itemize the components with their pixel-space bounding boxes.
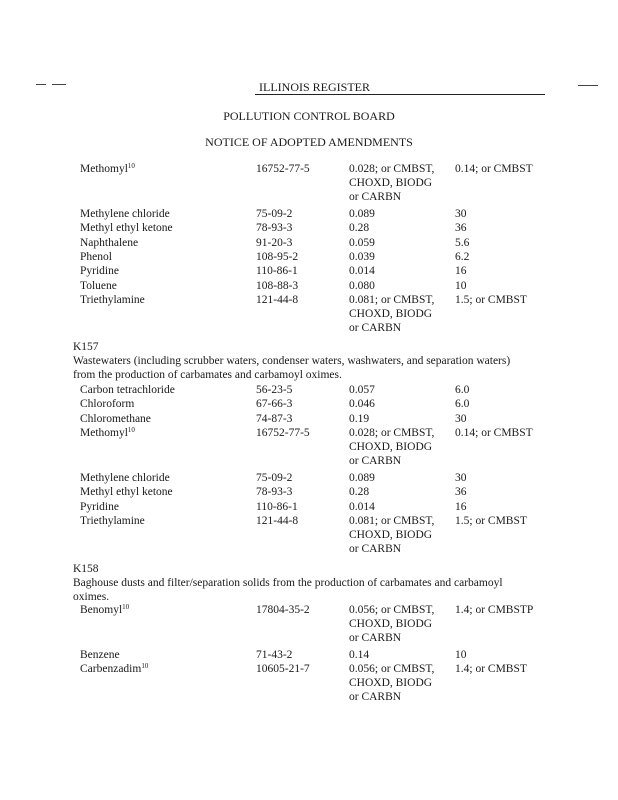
scan-mark-left-2	[52, 84, 66, 85]
scan-mark-right	[578, 85, 598, 86]
constituent-name-text: Methylene chloride	[80, 208, 170, 220]
wastewater-standard: 0.057	[349, 384, 375, 396]
constituent-name-text: Benomyl	[80, 604, 123, 616]
k158-description-line1: Baghouse dusts and filter/separation solids from the production of carbamates and carbamoyl	[73, 577, 503, 589]
wastewater-standard: or CARBN	[349, 321, 402, 334]
nonwastewater-standard: 36	[455, 486, 467, 499]
constituent-name-text: Triethylamine	[80, 514, 145, 527]
wastewater-standard: or CARBN	[349, 454, 402, 467]
wastewater-standard: 0.056; or CMBST,	[349, 663, 435, 676]
constituent-name	[80, 501, 119, 514]
footnote-ref: 10	[122, 603, 130, 611]
wastewater-standard: CHOXD, BIODG	[349, 528, 433, 541]
cas-number: 16752-77-5	[256, 163, 310, 175]
nonwastewater-standard: 6.0	[455, 384, 470, 396]
cas-number: 108-95-2	[256, 250, 299, 263]
nonwastewater-standard: 10	[455, 279, 467, 292]
constituent-name	[80, 413, 151, 426]
constituent-name	[80, 208, 170, 221]
wastewater-standard: 0.046	[349, 398, 375, 411]
cas-number: 121-44-8	[256, 293, 299, 306]
wastewater-standard: or CARBN	[349, 632, 402, 644]
nonwastewater-standard: 30	[455, 412, 467, 425]
wastewater-standard: or CARBN	[349, 191, 402, 203]
wastewater-standard: 0.014	[349, 500, 375, 513]
wastewater-standard: 0.014	[349, 265, 375, 278]
nonwastewater-standard: 1.4; or CMBST	[455, 663, 527, 676]
wastewater-standard: CHOXD, BIODG	[349, 677, 433, 690]
k157-code: K157	[73, 341, 99, 353]
register-title: ILLINOIS REGISTER	[259, 80, 370, 94]
wastewater-standard: 0.028; or CMBST,	[349, 163, 435, 175]
constituent-name	[80, 265, 119, 278]
constituent-name	[80, 237, 138, 250]
notice-title: NOTICE OF ADOPTED AMENDMENTS	[205, 135, 413, 149]
constituent-name	[80, 222, 173, 235]
constituent-name-text: Phenol	[80, 250, 112, 263]
wastewater-standard: 0.039	[349, 250, 375, 263]
constituent-name	[80, 384, 175, 397]
constituent-name	[80, 294, 145, 307]
wastewater-standard: 0.028; or CMBST,	[349, 426, 435, 439]
wastewater-standard: 0.089	[349, 208, 375, 220]
constituent-name-text: Carbon tetrachloride	[80, 384, 175, 396]
constituent-name-text: Methomyl	[80, 426, 128, 439]
cas-number: 56-23-5	[256, 384, 293, 396]
wastewater-standard: 0.059	[349, 236, 375, 249]
board-title: POLLUTION CONTROL BOARD	[223, 109, 395, 123]
footnote-ref: 10	[127, 425, 135, 434]
constituent-name	[80, 604, 129, 617]
cas-number: 121-44-8	[256, 514, 299, 527]
wastewater-standard: 0.081; or CMBST,	[349, 514, 435, 527]
constituent-name	[80, 663, 148, 676]
nonwastewater-standard: 1.5; or CMBST	[455, 293, 527, 306]
footnote-ref: 10	[141, 662, 149, 671]
wastewater-standard: 0.19	[349, 412, 370, 425]
wastewater-standard: CHOXD, BIODG	[349, 440, 433, 453]
nonwastewater-standard: 30	[455, 471, 467, 484]
nonwastewater-standard: 36	[455, 222, 467, 235]
header-rule	[255, 94, 545, 95]
constituent-name-text: Naphthalene	[80, 236, 139, 249]
wastewater-standard: 0.28	[349, 222, 370, 235]
constituent-name	[80, 280, 117, 293]
k158-code: K158	[73, 563, 99, 575]
wastewater-standard: CHOXD, BIODG	[349, 177, 433, 189]
cas-number: 110-86-1	[256, 500, 298, 513]
nonwastewater-standard: 1.5; or CMBST	[455, 514, 527, 527]
wastewater-standard: or CARBN	[349, 542, 402, 555]
constituent-name	[80, 515, 145, 528]
cas-number: 16752-77-5	[256, 426, 310, 439]
constituent-name-text: Chloroform	[80, 398, 135, 411]
nonwastewater-standard: 0.14; or CMBST	[455, 426, 533, 439]
k157-description-line2: from the production of carbamates and carbamoyl oximes.	[73, 369, 342, 381]
constituent-name-text: Benzene	[80, 649, 120, 661]
constituent-name-text: Methyl ethyl ketone	[80, 222, 173, 235]
wastewater-standard: CHOXD, BIODG	[349, 307, 433, 320]
cas-number: 91-20-3	[256, 236, 293, 249]
constituent-name-text: Methyl ethyl ketone	[80, 486, 173, 499]
cas-number: 10605-21-7	[256, 663, 310, 676]
constituent-name-text: Toluene	[80, 279, 117, 292]
wastewater-standard: 0.089	[349, 471, 375, 484]
constituent-name-text: Pyridine	[80, 500, 119, 513]
wastewater-standard: 0.28	[349, 486, 370, 499]
cas-number: 17804-35-2	[256, 604, 310, 616]
nonwastewater-standard: 0.14; or CMBST	[455, 163, 533, 175]
constituent-name	[80, 251, 112, 264]
nonwastewater-standard: 1.4; or CMBSTP	[455, 604, 534, 616]
nonwastewater-standard: 10	[455, 649, 467, 661]
wastewater-standard: 0.14	[349, 649, 370, 661]
wastewater-standard: or CARBN	[349, 691, 402, 704]
nonwastewater-standard: 16	[455, 500, 467, 513]
cas-number: 110-86-1	[256, 265, 298, 278]
cas-number: 75-09-2	[256, 208, 293, 220]
constituent-name-text: Carbenzadim	[80, 663, 142, 676]
cas-number: 67-66-3	[256, 398, 293, 411]
footnote-ref: 10	[127, 162, 135, 170]
constituent-name-text: Chloromethane	[80, 412, 151, 425]
constituent-name	[80, 649, 120, 662]
cas-number: 75-09-2	[256, 471, 293, 484]
nonwastewater-standard: 30	[455, 208, 467, 220]
cas-number: 74-87-3	[256, 412, 293, 425]
nonwastewater-standard: 16	[455, 265, 467, 278]
constituent-name-text: Methomyl	[80, 163, 128, 175]
constituent-name-text: Triethylamine	[80, 293, 145, 306]
cas-number: 78-93-3	[256, 486, 293, 499]
cas-number: 108-88-3	[256, 279, 299, 292]
constituent-name	[80, 398, 134, 411]
k158-description-line2: oximes.	[73, 591, 110, 603]
constituent-name	[80, 163, 135, 176]
wastewater-standard: 0.080	[349, 279, 375, 292]
constituent-name	[80, 486, 173, 499]
cas-number: 71-43-2	[256, 649, 293, 661]
constituent-name	[80, 427, 135, 440]
wastewater-standard: 0.056; or CMBST,	[349, 604, 435, 616]
constituent-name	[80, 472, 170, 485]
cas-number: 78-93-3	[256, 222, 293, 235]
constituent-name-text: Methylene chloride	[80, 471, 170, 484]
constituent-name-text: Pyridine	[80, 265, 119, 278]
k157-description-line1: Wastewaters (including scrubber waters, condenser waters, washwaters, and separation waters)	[73, 355, 511, 367]
nonwastewater-standard: 6.2	[455, 250, 470, 263]
nonwastewater-standard: 5.6	[455, 236, 470, 249]
wastewater-standard: 0.081; or CMBST,	[349, 293, 435, 306]
nonwastewater-standard: 6.0	[455, 398, 470, 411]
wastewater-standard: CHOXD, BIODG	[349, 618, 433, 630]
scan-mark-left	[36, 84, 46, 85]
